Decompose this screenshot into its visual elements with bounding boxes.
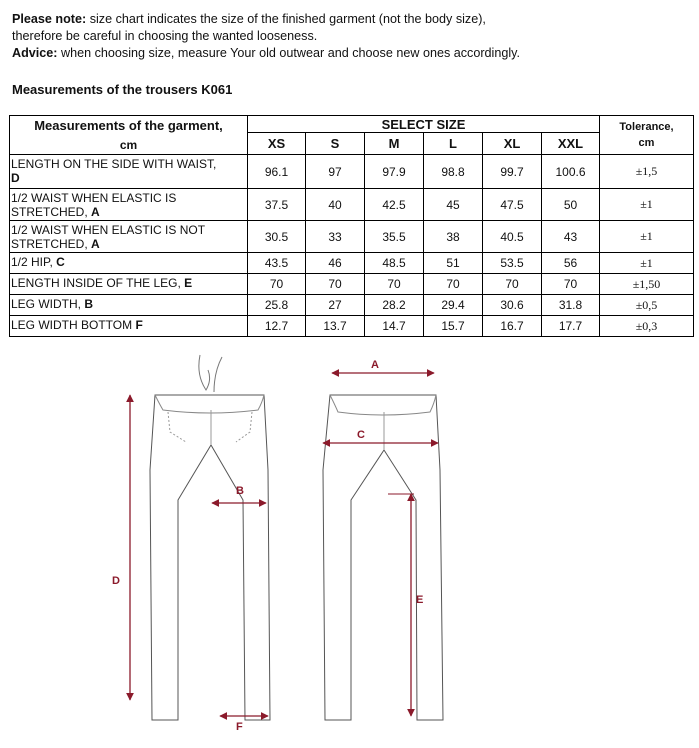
table-row (10, 253, 694, 274)
table-cell: 70 (248, 274, 306, 295)
label-d: D (112, 575, 120, 587)
measurements-header-line1: Measurements of the garment, (34, 118, 223, 133)
table-cell: 96.1 (248, 155, 306, 189)
please-note-label: Please note: (12, 12, 87, 26)
row-label: LENGTH INSIDE OF THE LEG, E (10, 274, 248, 295)
size-xs: XS (248, 133, 306, 155)
size-l: L (424, 133, 483, 155)
table-cell: 40 (306, 189, 365, 221)
table-cell: 28.2 (365, 295, 424, 316)
tolerance-cell: ±0,5 (600, 295, 694, 316)
table-cell: 16.7 (483, 316, 542, 337)
table-row (10, 274, 694, 295)
table-cell: 38 (424, 221, 483, 253)
table-cell: 97.9 (365, 155, 424, 189)
note-line-3 (12, 45, 692, 62)
table-cell: 99.7 (483, 155, 542, 189)
tolerance-cell: ±1,50 (600, 274, 694, 295)
table-cell: 43 (542, 221, 600, 253)
table-cell: 15.7 (424, 316, 483, 337)
size-xl: XL (483, 133, 542, 155)
table-cell: 56 (542, 253, 600, 274)
table-cell: 45 (424, 189, 483, 221)
front-trousers-outline (150, 395, 270, 720)
row-label: 1/2 HIP, C (10, 253, 248, 274)
table-cell: 70 (542, 274, 600, 295)
note-line-1 (12, 11, 692, 28)
table-cell: 70 (483, 274, 542, 295)
label-b: B (236, 485, 244, 497)
table-cell: 37.5 (248, 189, 306, 221)
measurements-header (10, 116, 248, 155)
table-cell: 29.4 (424, 295, 483, 316)
trousers-diagram (0, 345, 699, 748)
table-cell: 31.8 (542, 295, 600, 316)
table-cell: 14.7 (365, 316, 424, 337)
table-cell: 17.7 (542, 316, 600, 337)
table-cell: 70 (306, 274, 365, 295)
table-cell: 70 (365, 274, 424, 295)
size-xxl: XXL (542, 133, 600, 155)
table-cell: 46 (306, 253, 365, 274)
note-line-2: therefore be careful in choosing the wanted looseness. (12, 29, 318, 43)
row-label: LEG WIDTH, B (10, 295, 248, 316)
tolerance-header (600, 116, 694, 155)
please-note-text: size chart indicates the size of the finished garment (not the body size), (86, 12, 486, 26)
row-label: LEG WIDTH BOTTOM F (10, 316, 248, 337)
table-cell: 48.5 (365, 253, 424, 274)
table-cell: 13.7 (306, 316, 365, 337)
table-cell: 50 (542, 189, 600, 221)
label-a: A (371, 359, 379, 371)
select-size-header: SELECT SIZE (248, 116, 600, 133)
row-label: 1/2 WAIST WHEN ELASTIC IS NOT STRETCHED, A (10, 221, 248, 253)
tolerance-cell: ±0,3 (600, 316, 694, 337)
table-cell: 98.8 (424, 155, 483, 189)
page-title: Measurements of the trousers K061 (12, 82, 233, 97)
tolerance-cell: ±1 (600, 189, 694, 221)
table-cell: 97 (306, 155, 365, 189)
back-trousers-outline (323, 395, 443, 720)
table-cell: 25.8 (248, 295, 306, 316)
label-f: F (236, 721, 243, 733)
table-row (10, 189, 694, 221)
table-cell: 47.5 (483, 189, 542, 221)
advice-label: Advice: (12, 46, 58, 60)
table-cell: 42.5 (365, 189, 424, 221)
front-pocket-left (168, 412, 186, 442)
tolerance-cell: ±1,5 (600, 155, 694, 189)
size-s: S (306, 133, 365, 155)
table-cell: 100.6 (542, 155, 600, 189)
measurements-header-line2: cm (119, 138, 138, 152)
tolerance-cell: ±1 (600, 221, 694, 253)
size-note (12, 11, 692, 62)
label-c: C (357, 429, 365, 441)
front-drawstring (199, 355, 222, 392)
table-cell: 53.5 (483, 253, 542, 274)
size-chart-table (9, 115, 694, 337)
table-row (10, 295, 694, 316)
tolerance-header-line2: cm (638, 137, 655, 149)
table-row (10, 155, 694, 189)
tolerance-cell: ±1 (600, 253, 694, 274)
table-cell: 43.5 (248, 253, 306, 274)
table-cell: 33 (306, 221, 365, 253)
table-cell: 35.5 (365, 221, 424, 253)
table-cell: 27 (306, 295, 365, 316)
row-label: 1/2 WAIST WHEN ELASTIC IS STRETCHED, A (10, 189, 248, 221)
table-cell: 70 (424, 274, 483, 295)
row-label: LENGTH ON THE SIDE WITH WAIST, D (10, 155, 248, 189)
front-waistband (155, 395, 264, 413)
table-cell: 30.5 (248, 221, 306, 253)
table-cell: 30.6 (483, 295, 542, 316)
table-cell: 51 (424, 253, 483, 274)
front-trousers-drawing (150, 355, 270, 720)
table-cell: 12.7 (248, 316, 306, 337)
tolerance-header-line1: Tolerance, (619, 121, 674, 133)
size-m: M (365, 133, 424, 155)
label-e: E (416, 594, 424, 606)
table-cell: 40.5 (483, 221, 542, 253)
back-waistband (330, 395, 436, 415)
table-row (10, 221, 694, 253)
table-row (10, 316, 694, 337)
front-pocket-right (236, 412, 252, 442)
advice-text: when choosing size, measure Your old outwear and choose new ones accordingly. (57, 46, 521, 60)
back-trousers-drawing (323, 395, 443, 720)
